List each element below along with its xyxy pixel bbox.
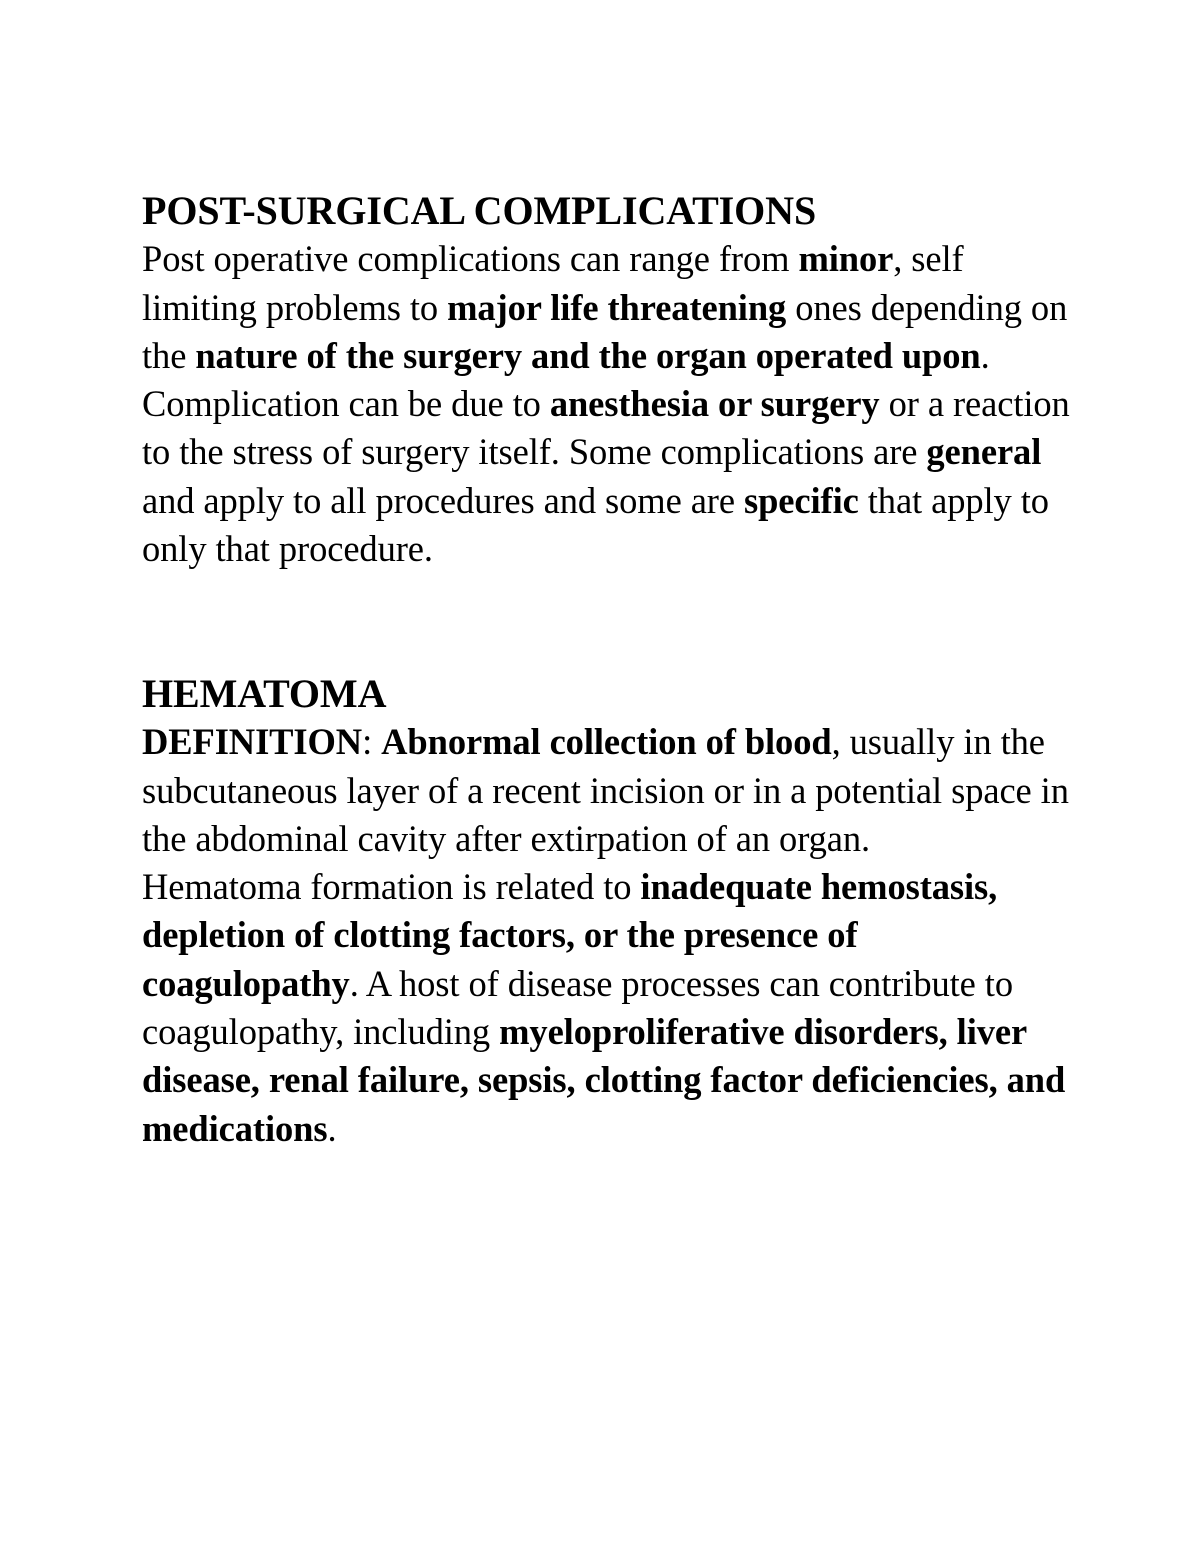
text-run: ones depending on the (142, 286, 1068, 376)
text-run: , self limiting problems to (142, 238, 964, 328)
bold-text-run: myeloproliferative disorders, liver disease, renal failure, sepsis, clotting factor deficiencies, and medications (142, 1011, 1066, 1149)
bold-text-run: minor (798, 238, 894, 280)
text-run: : (362, 721, 382, 763)
intro-paragraph (142, 235, 1082, 573)
section-spacer (142, 573, 1082, 670)
text-run: . A host of disease processes can contribute to coagulopathy, including (142, 962, 1013, 1053)
text-run: . Complication can be due to (142, 334, 990, 425)
bold-text-run: anesthesia or surgery (549, 383, 880, 425)
text-run: Hematoma formation is related to (142, 866, 641, 908)
section-heading-post-surgical-complications: POST-SURGICAL COMPLICATIONS (142, 188, 817, 233)
text-run: , usually in the subcutaneous layer of a recent incision or in a potential space in the abdominal cavity after extirpation of an organ. (142, 721, 1069, 859)
bold-text-run: DEFINITION (142, 721, 363, 763)
text-run: or a reaction to the stress of surgery itself. Some complications are (142, 383, 1070, 473)
bold-text-run: major life threatening (447, 286, 787, 328)
bold-text-run: general (926, 431, 1042, 473)
text-run: that apply to only that procedure. (142, 479, 1049, 570)
bold-text-run: Abnormal collection of blood (381, 721, 832, 763)
formation-paragraph (142, 863, 1082, 1153)
bold-text-run: specific (743, 479, 859, 521)
definition-paragraph (142, 718, 1082, 863)
document-page (142, 187, 1082, 1153)
text-run: . (327, 1107, 337, 1149)
bold-text-run: nature of the surgery and the organ operated upon (195, 334, 981, 376)
text-run: and apply to all procedures and some are (142, 479, 744, 521)
section-heading-hematoma: HEMATOMA (142, 670, 387, 716)
text-run: Post operative complications can range from (142, 238, 799, 280)
bold-text-run: inadequate hemostasis, depletion of clotting factors, or the presence of coagulopathy (142, 866, 998, 1004)
